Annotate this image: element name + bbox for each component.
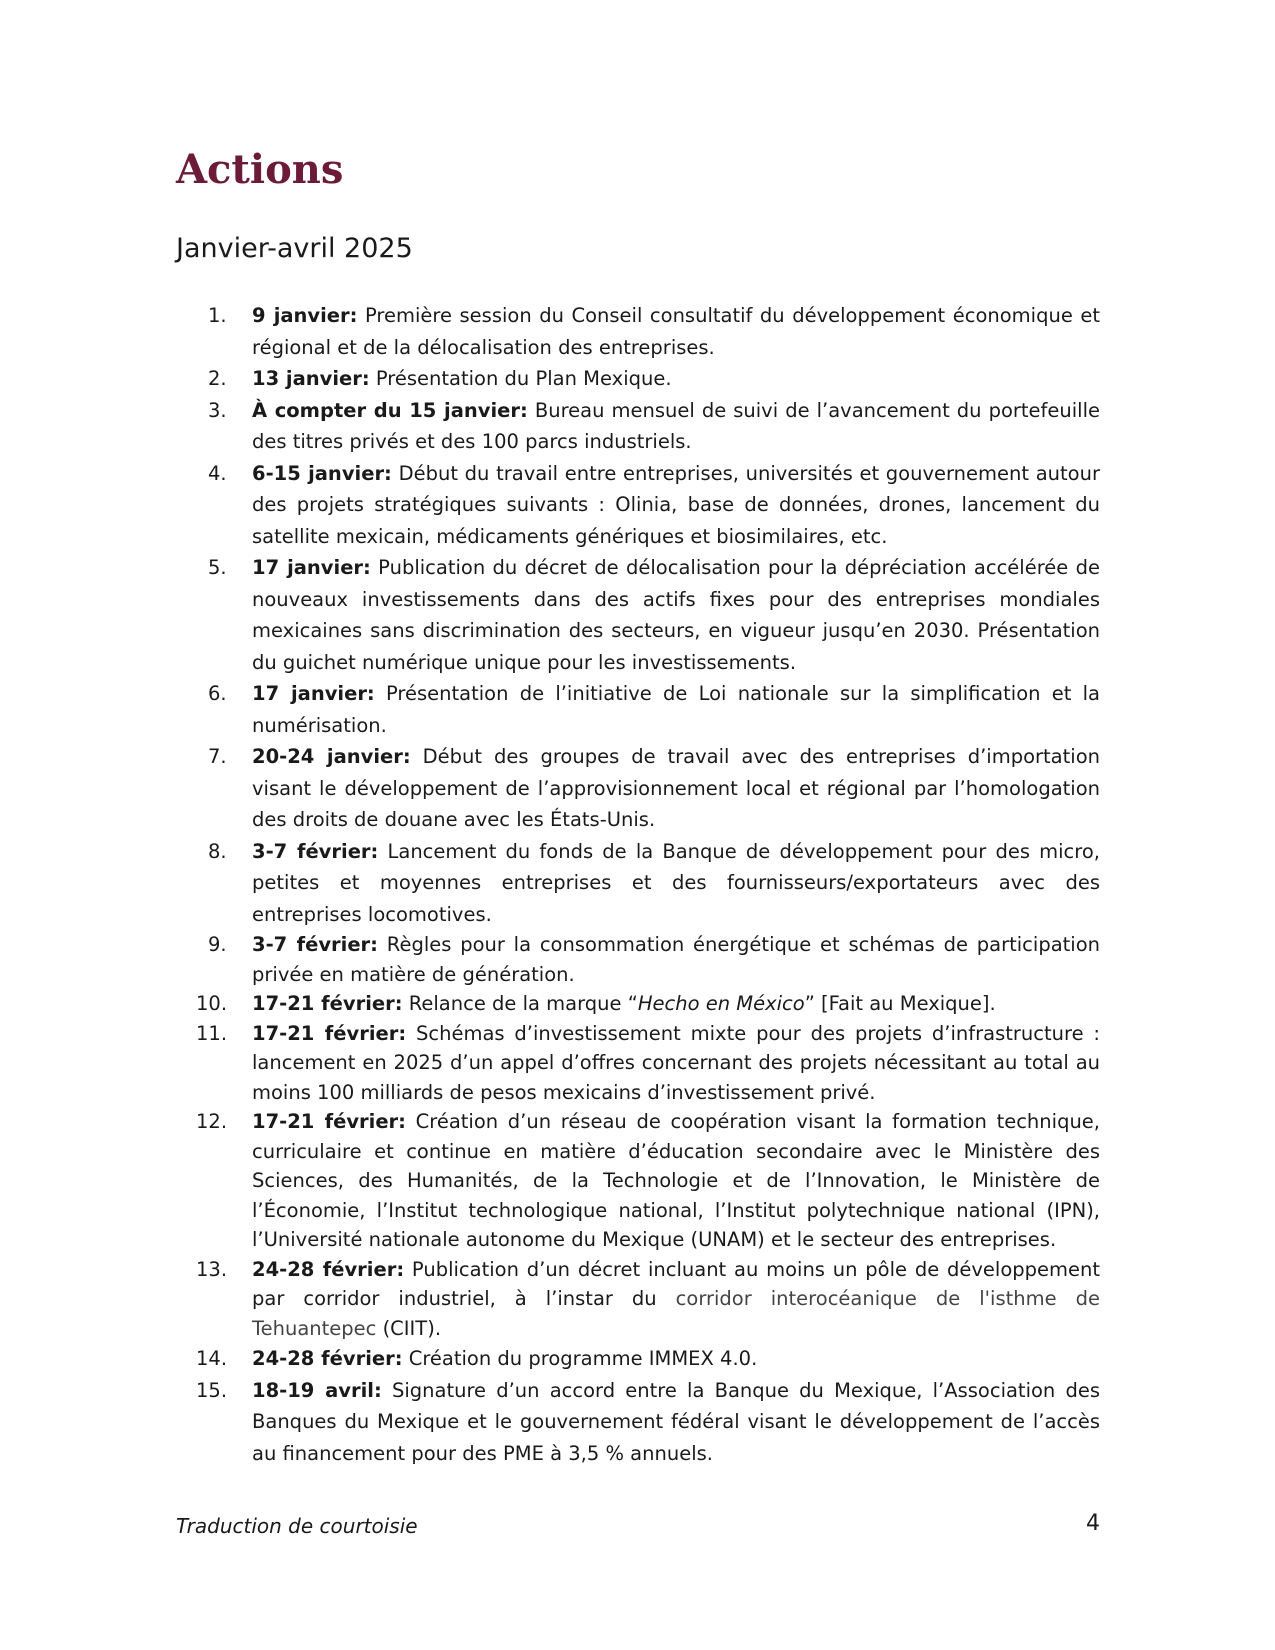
item-number: 3.: [208, 398, 227, 422]
item-date: 20-24 janvier:: [252, 745, 411, 768]
item-date: 17-21 février:: [252, 992, 403, 1015]
item-date: 24-28 février:: [252, 1347, 403, 1370]
footer-note: Traduction de courtoisie: [176, 1514, 418, 1538]
item-text: (CIIT).: [376, 1316, 442, 1340]
item-text-italic: Hecho en México: [637, 992, 805, 1015]
item-text: Création d’un réseau de coopération visant la formation technique, curriculaire et continue en matière d’éducation secondaire avec le Ministère des Sciences, des Humanités, de la Technologie et de l’Innovation, le Ministère de l’Économie, l’Institut technologique national, l’Institut polytechnique national (IPN), l’Université nationale autonome du Mexique (UNAM) et le secteur des entreprises.: [252, 1110, 1101, 1251]
item-date: 17 janvier:: [252, 682, 375, 705]
list-item: [176, 1107, 1100, 1255]
actions-list: [176, 300, 1100, 1469]
list-item: [176, 300, 1100, 363]
item-date: 24-28 février:: [252, 1257, 405, 1281]
item-text: ” [Fait au Mexique].: [804, 992, 996, 1015]
list-item: [176, 1019, 1100, 1108]
item-number: 8.: [208, 839, 227, 863]
item-number: 15.: [196, 1378, 228, 1402]
list-item: [176, 552, 1100, 678]
item-number: 4.: [208, 461, 227, 485]
item-text: Bureau mensuel de suivi de l’avancement du portefeuille des titres privés et des 100 parcs industriels.: [252, 398, 1101, 453]
list-item: [176, 1375, 1100, 1470]
item-number: 1.: [208, 304, 227, 327]
item-date: 6-15 janvier:: [252, 461, 392, 485]
item-date: 17-21 février:: [252, 1110, 406, 1133]
item-text: Schémas d’investissement mixte pour des projets d’infrastructure : lancement en 2025 d’un appel d’offres concernant des projets nécessitant au total au moins 100 milliards de pesos mexicains d’investissement privé.: [252, 1021, 1100, 1104]
item-text: Création du programme IMMEX 4.0.: [402, 1347, 758, 1370]
item-number: 5.: [208, 556, 227, 579]
item-date: 3-7 février:: [252, 933, 378, 956]
item-date: 3-7 février:: [252, 839, 379, 863]
item-text: Règles pour la consommation énergétique et schémas de participation privée en matière de génération.: [252, 933, 1100, 986]
list-item: [176, 1343, 1100, 1375]
list-item: [176, 395, 1100, 458]
item-text: Première session du Conseil consultatif du développement économique et régional et de la délocalisation des entreprises.: [252, 304, 1100, 359]
page-title: Actions: [176, 146, 344, 193]
item-date: 17-21 février:: [252, 1021, 407, 1045]
item-date: À compter du 15 janvier:: [252, 398, 528, 422]
item-text: Signature d’un accord entre la Banque du Mexique, l’Association des Banques du Mexique et le gouvernement fédéral visant le développement de l’accès au financement pour des PME à 3,5 % annuels.: [252, 1378, 1100, 1465]
list-item: [176, 458, 1100, 553]
corridor-link[interactable]: corridor interocéanique de l'isthme de Tehuantepec: [252, 1287, 1100, 1340]
item-text: Publication du décret de délocalisation pour la dépréciation accélérée de nouveaux investissements dans des actifs fixes pour des entreprises mondiales mexicaines sans discrimination des secteurs, en vigueur jusqu’en 2030. Présentation du guichet numérique unique pour les investissements.: [252, 556, 1100, 674]
period-subtitle: Janvier-avril 2025: [176, 233, 413, 264]
item-text: Lancement du fonds de la Banque de développement pour des micro, petites et moyennes entreprises et des fournisseurs/exportateurs avec des entreprises locomotives.: [252, 839, 1100, 926]
item-text: Début du travail entre entreprises, universités et gouvernement autour des projets stratégiques suivants : Olinia, base de données, drones, lancement du satellite mexicain, médicaments génériques et biosimilaires, etc.: [252, 461, 1100, 548]
list-item: [176, 363, 1100, 395]
item-date: 17 janvier:: [252, 556, 371, 579]
item-text: Publication d’un décret incluant au moins un pôle de développement par corridor industriel, à l’instar du: [252, 1257, 1101, 1310]
item-text: Présentation du Plan Mexique.: [369, 367, 672, 390]
item-number: 13.: [196, 1257, 228, 1281]
item-text: Relance de la marque “: [402, 992, 638, 1015]
item-number: 6.: [208, 682, 227, 705]
item-number: 12.: [196, 1110, 228, 1133]
item-date: 9 janvier:: [252, 304, 358, 327]
item-date: 13 janvier:: [252, 367, 370, 390]
list-item: [176, 1255, 1100, 1344]
list-item: [176, 930, 1100, 989]
item-number: 9.: [208, 933, 227, 956]
list-item: [176, 989, 1100, 1019]
item-text: Début des groupes de travail avec des entreprises d’importation visant le développement de l’approvisionnement local et régional par l’homologation des droits de douane avec les États-Unis.: [252, 745, 1100, 831]
item-date: 18-19 avril:: [252, 1378, 382, 1402]
item-number: 14.: [196, 1347, 228, 1370]
item-number: 11.: [196, 1021, 228, 1045]
item-text: Présentation de l’initiative de Loi nationale sur la simplification et la numérisation.: [252, 682, 1100, 737]
item-number: 10.: [196, 992, 228, 1015]
list-item: [176, 836, 1100, 931]
list-item: [176, 678, 1100, 741]
page-number: 4: [1086, 1511, 1100, 1536]
item-number: 7.: [208, 745, 227, 768]
item-number: 2.: [208, 367, 227, 390]
list-item: [176, 741, 1100, 836]
